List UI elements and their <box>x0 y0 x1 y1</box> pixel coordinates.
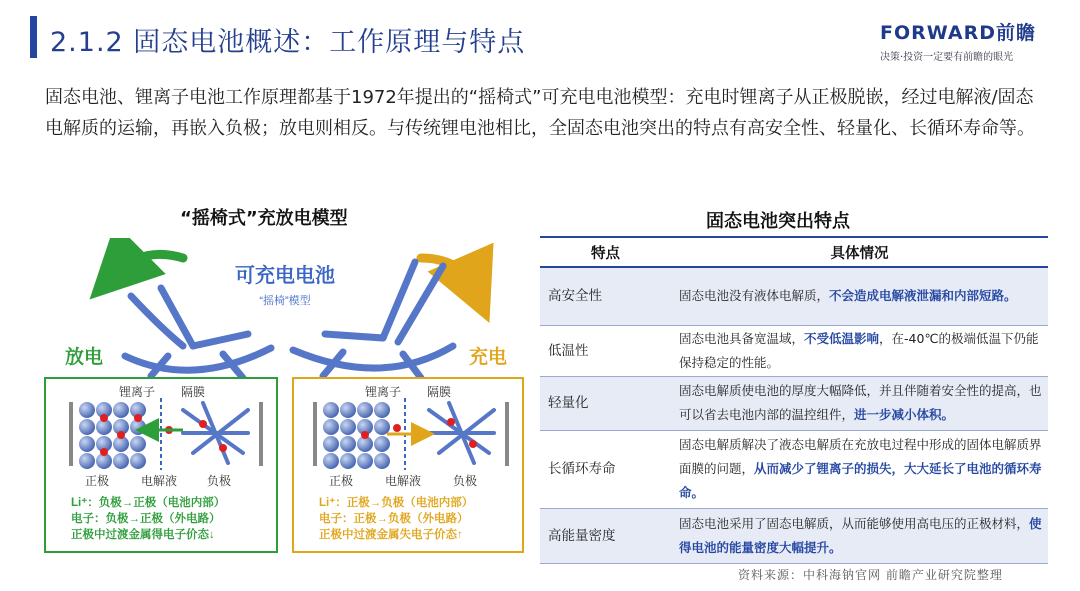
detail-tail: ，在-40℃的极端低温下仍能保持稳定的性能。 <box>679 330 1039 370</box>
detail-text: 固态电解质解决了液态电解质在充放电过程中形成的固体电解质界面膜的问题， <box>679 437 1042 476</box>
charge-line: Li⁺：正极→负极（电池内部） <box>319 497 474 509</box>
table-row <box>540 376 1048 430</box>
table-header-row <box>540 237 1048 267</box>
features-table <box>540 236 1048 564</box>
center-label: 可充电电池 <box>235 265 335 287</box>
detail-cell <box>671 430 1048 508</box>
title-accent-bar <box>30 16 37 58</box>
cathode-sphere <box>323 419 339 435</box>
intro-paragraph: 固态电池、锂离子电池工作原理都基于1972年提出的“摇椅式”可充电电池模型：充电时锂离子从正极脱嵌，经过电解液/固态电解质的运输，再嵌入负极；放电则相反。与传统锂电池相比，全固态电池突出的特点有高安全性、轻量化、长循环寿命等。 <box>45 87 1035 139</box>
lithium-ion-dot <box>447 418 455 426</box>
detail-text: 固态电池没有液体电解质， <box>679 288 830 304</box>
detail-cell <box>671 267 1048 325</box>
cathode-sphere <box>374 402 390 418</box>
lithium-ion-dot <box>134 414 142 422</box>
discharge-line: 正极中过渡金属得电子价态↓ <box>71 529 215 541</box>
anode-label: 负极 <box>453 474 478 488</box>
source-note: 资料来源：中科海钠官网 前瞻产业研究院整理 <box>738 568 1003 582</box>
ion-label: 锂离子 <box>119 385 156 399</box>
feature-cell: 高安全性 <box>540 267 671 325</box>
logo-wordmark: FORWARD前瞻 <box>880 22 1036 44</box>
cathode-sphere <box>357 453 373 469</box>
table-row <box>540 325 1048 376</box>
discharge-line: 电子：负极→正极（外电路） <box>71 513 221 525</box>
lithium-ion-dot <box>469 440 477 448</box>
cathode-sphere <box>113 402 129 418</box>
cathode-sphere <box>130 453 146 469</box>
cathode-sphere <box>79 402 95 418</box>
detail-text: 固态电池具备宽温域， <box>679 330 805 346</box>
feature-cell: 轻量化 <box>540 376 671 430</box>
cathode-sphere <box>79 453 95 469</box>
cathode-sphere <box>323 402 339 418</box>
discharge-line: Li⁺：负极→正极（电池内部） <box>71 497 226 509</box>
cathode-sphere <box>323 453 339 469</box>
table-row <box>540 508 1048 563</box>
page-title: 2.1.2 固态电池概述：工作原理与特点 <box>50 27 526 58</box>
diagram-title: “摇椅式”充放电模型 <box>180 208 348 229</box>
header-detail: 具体情况 <box>671 237 1048 267</box>
detail-highlight: 不受低温影响 <box>804 330 880 346</box>
rocking-chair-diagram <box>43 238 525 554</box>
cathode-sphere <box>79 436 95 452</box>
feature-cell: 低温性 <box>540 325 671 376</box>
cathode-sphere <box>357 402 373 418</box>
lithium-ion-dot <box>117 431 125 439</box>
detail-text: 固态电池采用了固态电解质，从而能够使用高电压的正极材料， <box>679 515 1030 531</box>
electrolyte-label: 电解液 <box>385 474 422 488</box>
detail-cell <box>671 376 1048 430</box>
electrolyte-label: 电解液 <box>141 474 178 488</box>
cathode-label: 正极 <box>85 474 110 488</box>
charge-line: 电子：正极→负极（外电路） <box>319 513 469 525</box>
detail-highlight: 使得电池的能量密度大幅提升。 <box>679 515 1042 555</box>
detail-highlight: 进一步减小体积。 <box>854 407 955 422</box>
cathode-label: 正极 <box>329 474 354 488</box>
cathode-sphere <box>374 453 390 469</box>
detail-highlight: 不会造成电解液泄漏和内部短路。 <box>829 288 1017 304</box>
table-title: 固态电池突出特点 <box>706 211 850 232</box>
lithium-ion-dot <box>393 424 401 432</box>
cathode-sphere <box>79 419 95 435</box>
cathode-sphere <box>113 453 129 469</box>
charge-line: 正极中过渡金属失电子价态↑ <box>319 529 463 541</box>
feature-cell: 长循环寿命 <box>540 430 671 508</box>
detail-highlight: 从而减少了锂离子的损失，大大延长了电池的循环寿命。 <box>679 461 1042 500</box>
lithium-ion-dot <box>219 444 227 452</box>
cathode-sphere <box>340 436 356 452</box>
detail-cell <box>671 325 1048 376</box>
cathode-sphere <box>374 436 390 452</box>
cathode-sphere <box>340 453 356 469</box>
discharge-arrow-icon <box>115 254 183 274</box>
charge-panel <box>293 378 523 552</box>
cathode-sphere <box>340 402 356 418</box>
logo-slogan: 决策·投资一定要有前瞻的眼光 <box>880 52 1014 63</box>
header-feature: 特点 <box>540 237 671 267</box>
table-row <box>540 267 1048 325</box>
detail-text: 固态电解质使电池的厚度大幅降低，并且伴随着安全性的提高，也可以省去电池内部的温控组件， <box>679 383 1042 422</box>
lithium-ion-dot <box>100 414 108 422</box>
lithium-ion-dot <box>100 448 108 456</box>
lithium-ion-dot <box>199 420 207 428</box>
cathode-sphere <box>340 419 356 435</box>
ion-label: 锂离子 <box>365 385 402 399</box>
brand-logo <box>880 18 1056 63</box>
discharge-panel <box>45 378 277 552</box>
discharge-label: 放电 <box>65 347 104 368</box>
detail-cell <box>671 508 1048 563</box>
lithium-ion-dot <box>361 431 369 439</box>
center-sub-label: “摇椅”模型 <box>259 295 311 307</box>
rocking-chair-left-icon <box>125 288 271 378</box>
membrane-label: 隔膜 <box>181 385 206 399</box>
anode-label: 负极 <box>207 474 232 488</box>
charge-label: 充电 <box>469 347 508 368</box>
cathode-sphere <box>130 436 146 452</box>
table-row <box>540 430 1048 508</box>
feature-cell: 高能量密度 <box>540 508 671 563</box>
cathode-sphere <box>323 436 339 452</box>
membrane-label: 隔膜 <box>427 385 452 399</box>
